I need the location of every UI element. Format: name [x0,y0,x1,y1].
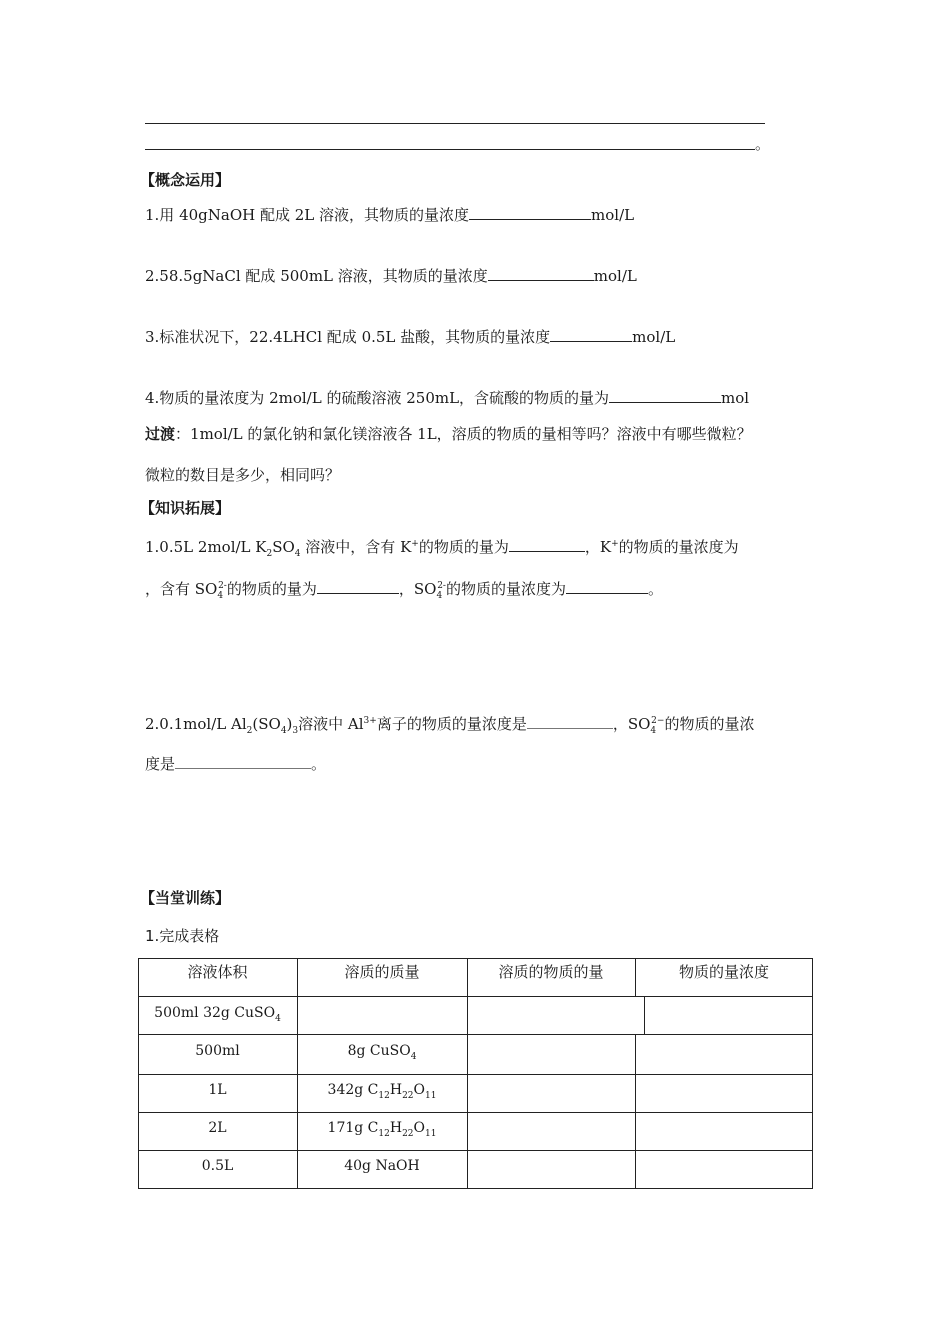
q1-part: 溶液中，含有 K [300,538,412,556]
q1-part: 的物质的量浓度为 [445,580,566,598]
concept-question-1 [145,204,634,225]
answer-line-period: 。 [755,135,771,153]
answer-blank[interactable] [469,204,591,220]
cell-text: 8g CuSO [347,1043,411,1059]
subscript: 4 [436,591,443,601]
cell-text: H [389,1082,403,1098]
answer-blank[interactable] [550,326,632,342]
answer-line-2 [145,149,755,150]
subscript: 22 [402,1090,414,1101]
q1-part: 的物质的量浓度为 [618,538,739,556]
concept-question-4 [145,387,749,408]
superscript: + [611,539,619,549]
table-cell [297,1041,467,1061]
answer-cell[interactable] [645,997,811,1033]
q2-part: 溶液中 Al [298,715,364,733]
extension-question-2 [145,713,754,734]
answer-line-1 [145,123,765,124]
q1-part: 1.0.5L 2mol/L K [145,538,267,556]
subscript: 4 [280,726,287,736]
answer-blank[interactable] [509,536,585,552]
answer-blank[interactable] [175,753,311,769]
subscript: 22 [402,1128,414,1139]
answer-blank[interactable] [488,265,594,281]
practice-task: 1.完成表格 [145,927,220,945]
cell-text: 342g C [327,1082,379,1098]
practice-table [138,958,813,1189]
table-cell: 1L [208,1082,227,1098]
answer-blank[interactable] [566,578,648,594]
answer-blank[interactable] [317,578,399,594]
subscript: 11 [425,1090,437,1101]
practice-heading: 【当堂训练】 [140,889,231,907]
unit: mol/L [593,267,637,285]
cell-text: O [413,1120,425,1136]
transition-line-1 [145,424,752,444]
transition-text-1: 1mol/L 的氯化钠和氯化镁溶液各 1L，溶质的物质的量相等吗？溶液中有哪些微粒？ [190,425,752,443]
superscript: 2− [651,716,665,726]
subscript: 4 [294,549,301,559]
subscript: 12 [378,1090,390,1101]
extension-question-1 [145,536,739,557]
concept-question-3 [145,326,675,347]
subscript: 4 [275,1013,281,1024]
table-header: 物质的量浓度 [678,963,769,981]
q2-part: 2.0.1mol/L Al [145,715,247,733]
unit: mol/L [591,206,635,224]
unit: mol [721,389,750,407]
q1-part: 。 [647,580,663,598]
subscript: 3 [292,726,299,736]
answer-cell[interactable] [298,997,466,1033]
table-header: 溶质的物质的量 [498,963,604,981]
superscript: 2- [218,581,227,591]
q1-part: ，K [584,538,612,556]
transition-label: 过渡 [145,425,176,443]
q1-part: 的物质的量为 [418,538,509,556]
superscript: 3+ [363,716,377,726]
table-cell: 500ml [195,1043,240,1059]
answer-blank[interactable] [527,713,613,729]
q1-part: SO [272,538,295,556]
subscript: 2 [246,726,253,736]
subscript: 4 [650,726,657,736]
question-text: 3.标准状况下，22.4LHCl 配成 0.5L 盐酸，其物质的量浓度 [145,328,551,346]
question-text: 2.58.5gNaCl 配成 500mL 溶液，其物质的量浓度 [145,267,488,285]
subscript: 2 [266,549,273,559]
superscript: + [411,539,419,549]
q1-part: ，SO [398,580,437,598]
transition-colon: ： [175,425,191,443]
table-cell [138,1003,297,1023]
q2-part: (SO [252,715,281,733]
q2-part: 的物质的量浓 [664,715,755,733]
table-header: 溶质的质量 [344,963,420,981]
table-cell: 40g NaOH [344,1158,420,1174]
question-text: 4.物质的量浓度为 2mol/L 的硫酸溶液 250mL，含硫酸的物质的量为 [145,389,610,407]
q1-part: 的物质的量为 [226,580,317,598]
table-header: 溶液体积 [187,963,248,981]
cell-text: H [389,1120,403,1136]
subscript: 12 [378,1128,390,1139]
answer-blank[interactable] [609,387,721,403]
superscript: 2- [437,581,446,591]
concept-heading: 【概念运用】 [140,171,231,189]
q2-part: 度是 [145,755,176,773]
table-cell [297,1080,467,1100]
transition-line-2: 微粒的数目是多少，相同吗？ [145,466,341,484]
q2-part: ) [286,715,293,733]
unit: mol/L [632,328,676,346]
table-cell [297,1118,467,1138]
extension-question-2-line-2 [145,753,326,774]
extension-heading: 【知识拓展】 [140,499,231,517]
concept-question-2 [145,265,637,286]
table-cell: 2L [208,1120,227,1136]
q1-part: ，含有 SO [145,580,218,598]
answer-cell[interactable] [468,997,643,1033]
cell-text: O [413,1082,425,1098]
table-cell: 0.5L [201,1158,234,1174]
cell-text: 171g C [327,1120,379,1136]
q2-part: ，SO [612,715,651,733]
extension-question-1-line-2 [145,578,663,599]
q2-part: 离子的物质的量浓度是 [376,715,527,733]
subscript: 4 [217,591,224,601]
question-text: 1.用 40gNaOH 配成 2L 溶液，其物质的量浓度 [145,206,470,224]
subscript: 4 [410,1051,417,1062]
cell-text: 500ml 32g CuSO [154,1005,276,1021]
q2-part: 。 [311,755,327,773]
subscript: 11 [425,1128,437,1139]
